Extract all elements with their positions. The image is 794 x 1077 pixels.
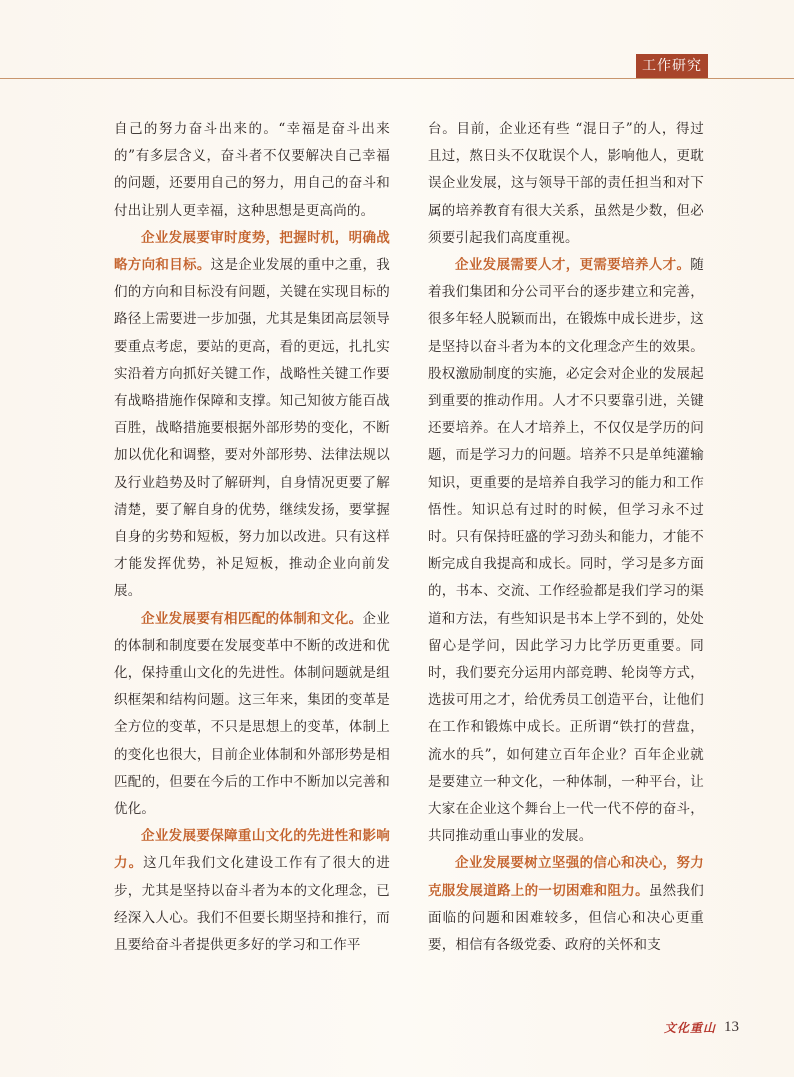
paragraph	[114, 823, 390, 959]
paragraph-text: 自己的努力奋斗出来的。“幸福是奋斗出来的”有多层含义，奋斗者不仅要解决自己幸福的问题，还要用自己的努力，用自己的奋斗和付出让别人更幸福，这种思想是更高尚的。	[114, 121, 390, 219]
paragraph	[114, 606, 390, 824]
magazine-logo: 文化重山	[664, 1020, 717, 1035]
paragraph-heading: 企业发展要保障重山文化的先进性和影响力。	[114, 828, 390, 872]
paragraph-heading: 企业发展要有相匹配的体制和文化。	[141, 610, 363, 627]
paragraph-heading: 企业发展要树立坚强的信心和决心，努力克服发展道路上的一切困难和阻力。	[428, 855, 704, 899]
paragraph-text: 企业的体制和制度要在发展变革中不断的改进和优化，保持重山文化的先进性。体制问题就是组织框架和结构问题。这三年来，集团的变革是全方位的变革，不只是思想上的变革，体制上的变化也很大，目前企业体制和外部形势是相匹配的，但要在今后的工作中不断加以完善和优化。	[114, 610, 390, 818]
right-column	[428, 116, 704, 959]
paragraph-heading: 企业发展需要人才，更需要培养人才。	[455, 257, 691, 274]
paragraph-heading: 企业发展要审时度势，把握时机，明确战略方向和目标。	[114, 229, 390, 274]
paragraph-text: 这是企业发展的重中之重，我们的方向和目标没有问题，关键在实现目标的路径上需要进一步加强，尤其是集团高层领导要重点考虑，要站的更高，看的更远，扎扎实实沿着方向抓好关键工作，战略性关键工作要有战略措施作保障和支撑。知己知彼方能百战百胜，战略措施要根据外部形势的变化，不断加以优化和调整，要对外部形势、法律法规以及行业趋势及时了解研判，自身情况更要了解清楚，要了解自身的优势，继续发扬，要掌握自身的劣势和短板，努力加以改进。只有这样才能发挥优势，补足短板，推动企业向前发展。	[114, 257, 390, 600]
paragraph-text: 虽然我们面临的问题和困难较多，但信心和决心更重要，相信有各级党委、政府的关怀和支	[428, 882, 704, 954]
paragraph-text: 台。目前，企业还有些 “混日子”的人，得过且过，熬日头不仅耽误个人，影响他人，更耽误企业发展，这与领导干部的责任担当和对下属的培养教育有很大关系，虽然是少数，但必须要引起我们高度重视。	[428, 121, 704, 246]
paragraph	[114, 116, 390, 225]
page-number: 13	[724, 1018, 740, 1035]
paragraph-text: 随着我们集团和分公司平台的逐步建立和完善，很多年轻人脱颖而出，在锻炼中成长进步，这是坚持以奋斗者为本的文化理念产生的效果。股权激励制度的实施，必定会对企业的发展起到重要的推动作用。人才不只要靠引进，关键还要培养。在人才培养上，不仅仅是学历的问题，而是学习力的问题。培养不只是单纯灌输知识，更重要的是培养自我学习的能力和工作悟性。知识总有过时的时候，但学习永不过时。只有保持旺盛的学习劲头和能力，才能不断完成自我提高和成长。同时，学习是多方面的，书本、交流、工作经验都是我们学习的渠道和方法，有些知识是书本上学不到的，处处留心是学问，因此学习力比学历更重要。同时，我们要充分运用内部竞聘、轮岗等方式，选拔可用之才，给优秀员工创造平台，让他们在工作和锻炼中成长。正所谓“铁打的营盘，流水的兵”，如何建立百年企业？百年企业就是要建立一种文化，一种体制，一种平台，让大家在企业这个舞台上一代一代不停的奋斗，共同推动重山事业的发展。	[428, 257, 704, 845]
page-footer	[664, 1016, 739, 1038]
section-title: 工作研究	[636, 54, 708, 78]
paragraph-text: 这几年我们文化建设工作有了很大的进步，尤其是坚持以奋斗者为本的文化理念，已经深入人心。我们不但要长期坚持和推行，而且要给奋斗者提供更多好的学习和工作平	[114, 855, 391, 954]
paragraph	[428, 850, 704, 959]
paragraph	[428, 252, 704, 850]
paragraph	[114, 225, 390, 606]
paragraph	[428, 116, 704, 252]
header-divider	[0, 78, 794, 79]
left-column	[114, 116, 390, 959]
